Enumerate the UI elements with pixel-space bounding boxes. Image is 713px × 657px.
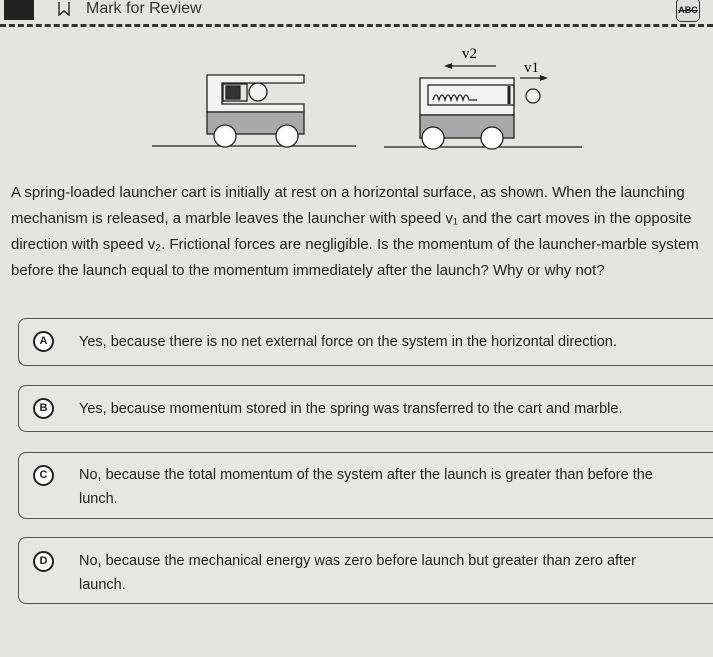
mark-for-review-button[interactable]: Mark for Review <box>86 0 202 17</box>
question-stem: A spring-loaded launcher cart is initially at rest on a horizontal surface, as shown. When the launching mechanism is released, a marble leaves the launcher with speed v₁ and the cart moves in the opposite direction with speed v₂. Frictional forces are negligible. Is the momentum of the launcher-marble system before the launch equal to the momentum immediately after the launch? Why or why not? <box>11 184 699 279</box>
v2-label: v2 <box>462 46 477 62</box>
v1-label: v1 <box>524 60 539 76</box>
option-text: Yes, because momentum stored in the spring was transferred to the cart and marble. <box>79 401 623 417</box>
option-letter: B <box>33 398 54 419</box>
bookmark-icon[interactable] <box>58 2 70 16</box>
launcher-cart-figure <box>140 40 600 160</box>
answer-option-c[interactable] <box>18 452 713 519</box>
option-letter: C <box>33 465 54 486</box>
question-number-badge <box>4 0 34 20</box>
answer-option-b[interactable] <box>18 385 713 432</box>
option-text: Yes, because there is no net external force on the system in the horizontal direction. <box>79 334 617 350</box>
option-letter: A <box>33 331 54 352</box>
abc-eliminator-button[interactable]: ABC <box>676 0 700 22</box>
answer-option-d[interactable] <box>18 537 713 604</box>
top-toolbar <box>0 0 713 27</box>
answer-option-a[interactable] <box>18 318 713 366</box>
option-text: No, because the mechanical energy was zero before launch but greater than zero after launch. <box>79 553 636 593</box>
option-text: No, because the total momentum of the system after the launch is greater than before the lunch. <box>79 467 653 507</box>
option-letter: D <box>33 551 54 572</box>
